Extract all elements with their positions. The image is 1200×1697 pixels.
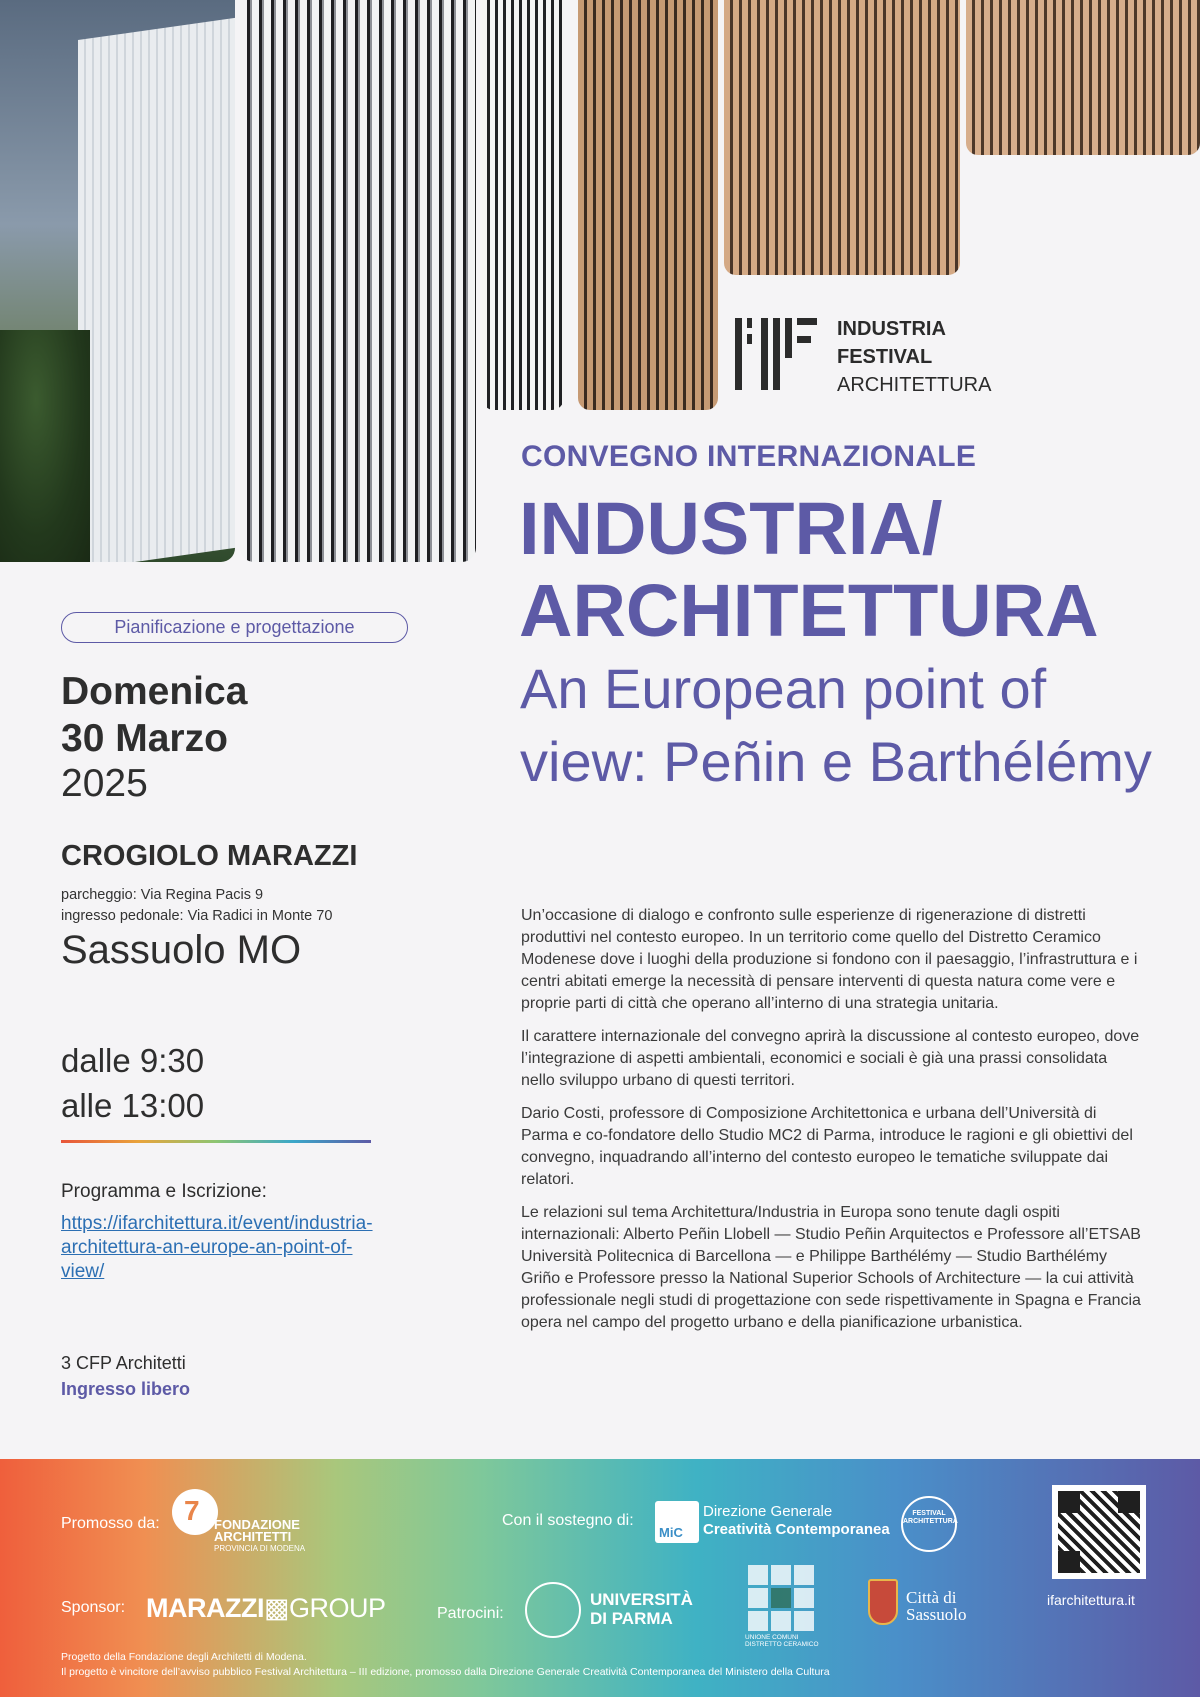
event-weekday: Domenica <box>61 670 248 713</box>
fondazione-architetti-logo <box>172 1489 322 1551</box>
building-photo-strip <box>482 0 564 410</box>
qr-code <box>1052 1485 1146 1579</box>
event-kicker: CONVEGNO INTERNAZIONALE <box>521 440 977 473</box>
palm-tree-shape <box>0 330 90 562</box>
logo-line-1: INDUSTRIA <box>837 318 946 340</box>
mic-logo-icon <box>655 1501 699 1543</box>
logo-line-3: ARCHITETTURA <box>837 374 992 396</box>
promoted-label: Promosso da: <box>61 1515 160 1532</box>
sassuolo-crest-icon <box>868 1579 898 1625</box>
building-photo-wood-2 <box>724 0 960 275</box>
unione-comuni-logo-icon <box>748 1565 814 1631</box>
event-time <box>61 1038 204 1128</box>
fondazione-sub: PROVINCIA DI MODENA <box>214 1544 306 1553</box>
marazzi-group: GROUP <box>289 1593 386 1623</box>
event-description <box>521 905 1141 1345</box>
venue-address <box>61 885 332 927</box>
admission-info: Ingresso libero <box>61 1379 191 1399</box>
footer-band <box>0 1459 1200 1697</box>
event-year: 2025 <box>61 762 148 805</box>
site-url: ifarchitettura.it <box>1047 1592 1135 1608</box>
festival-architettura-badge-icon <box>901 1496 957 1552</box>
description-paragraph-2: Il carattere internazionale del convegno aprirà la discussione al contesto europeo, dove l’integrazione di aspetti ambientali, economici e sociali è già una prassi consolidata nello sviluppo urbano di questi territori. <box>521 1028 1140 1089</box>
festival-badge-text: FESTIVAL ARCHITETTURA <box>903 1510 958 1525</box>
description-paragraph-1: Un’occasione di dialogo e confronto sulle esperienze di rigenerazione di distretti produttivi nel contesto europeo. In un territorio come quello del Distretto Ceramico Modenese dove i luoghi della produzione si fondono con il paesaggio, l’infrastruttura e i centri abitati emerge la necessità di pensare interventi di questa natura come vere e proprie parti di città che operano all’interno di una strategia unitaria. <box>521 907 1138 1012</box>
footnote-line-1: Progetto della Fondazione degli Architetti di Modena. <box>61 1651 307 1663</box>
fondazione-logo-icon: 7 <box>172 1489 218 1535</box>
venue-city: Sassuolo MO <box>61 928 302 972</box>
program-link[interactable]: https://ifarchitettura.it/event/industria-architettura-an-europe-an-point-of-view/ <box>61 1213 373 1282</box>
building-photo-wood-3 <box>966 0 1200 155</box>
footnote <box>61 1650 830 1680</box>
qr-pattern <box>1058 1491 1140 1573</box>
parking-address: parcheggio: Via Regina Pacis 9 <box>61 887 264 903</box>
support-label: Con il sostegno di: <box>502 1512 634 1529</box>
cfp-credits: 3 CFP Architetti <box>61 1353 186 1373</box>
mic-line-1: Direzione Generale <box>703 1503 833 1520</box>
unione-comuni-name: UNIONE COMUNI DISTRETTO CERAMICO <box>745 1634 819 1648</box>
rainbow-divider <box>61 1140 371 1143</box>
mic-text <box>703 1503 890 1539</box>
time-from: dalle 9:30 <box>61 1042 205 1079</box>
university-name: UNIVERSITÀ DI PARMA <box>590 1590 693 1628</box>
description-paragraph-3: Dario Costi, professore di Composizione Architettonica e urbana dell’Università di Parma e co-fondatore dello Studio MC2 di Parma, introduce le ragioni e gli obiettivi del convegno, inquadrando all’interno del contesto europeo le tematiche sviluppate dai relatori. <box>521 1105 1133 1188</box>
marazzi-group-logo: MARAZZI▩GROUP <box>146 1593 386 1623</box>
university-seal-icon <box>525 1582 581 1638</box>
festival-logo-icon <box>735 318 817 390</box>
mic-short: MiC <box>659 1525 683 1540</box>
sassuolo-name: Città di Sassuolo <box>906 1588 967 1624</box>
event-title: INDUSTRIA/ ARCHITETTURA <box>519 487 1099 652</box>
festival-logo-text <box>837 315 991 399</box>
time-to: alle 13:00 <box>61 1087 205 1124</box>
program-label: Programma e Iscrizione: <box>61 1181 267 1202</box>
building-photo-left <box>0 0 235 562</box>
venue-name: CROGIOLO MARAZZI <box>61 840 358 872</box>
mic-line-2: Creatività Contemporanea <box>703 1521 890 1538</box>
facade-shape <box>78 18 235 562</box>
event-subtitle: An European point of view: Peñin e Barthélémy <box>520 657 1152 793</box>
building-photo-wood-1 <box>578 0 718 410</box>
sponsor-label: Sponsor: <box>61 1599 126 1616</box>
category-badge: Pianificazione e progettazione <box>61 612 408 643</box>
footnote-line-2: Il progetto è vincitore dell’avviso pubblico Festival Architettura – III edizione, promosso dalla Direzione Generale Creatività Contemporanea del Ministero della Cultura <box>61 1666 830 1678</box>
building-photo-lamellas <box>240 0 476 562</box>
fondazione-name: FONDAZIONE ARCHITETTI <box>214 1517 300 1544</box>
entrance-address: ingresso pedonale: Via Radici in Monte 70 <box>61 908 333 924</box>
event-date <box>61 668 247 762</box>
marazzi-bold: MARAZZI <box>146 1593 264 1623</box>
logo-line-2: FESTIVAL <box>837 346 933 368</box>
description-paragraph-4: Le relazioni sul tema Architettura/Industria in Europa sono tenute dagli ospiti internazionali: Alberto Peñin Llobell — Studio Peñin Arquitectos e Professore all’ETSAB Università Politecnica di Barcellona — e Philippe Barthélémy — Studio Barthélémy Griño e Professore presso la National Superior Schools of Architecture — la cui attività professionale negli studi di progettazione con sede rispettivamente in Spagna e Francia opera nel campo del progetto urbano e della pianificazione urbanistica. <box>521 1204 1141 1331</box>
event-day-month: 30 Marzo <box>61 717 228 760</box>
patron-label: Patrocini: <box>437 1605 504 1622</box>
